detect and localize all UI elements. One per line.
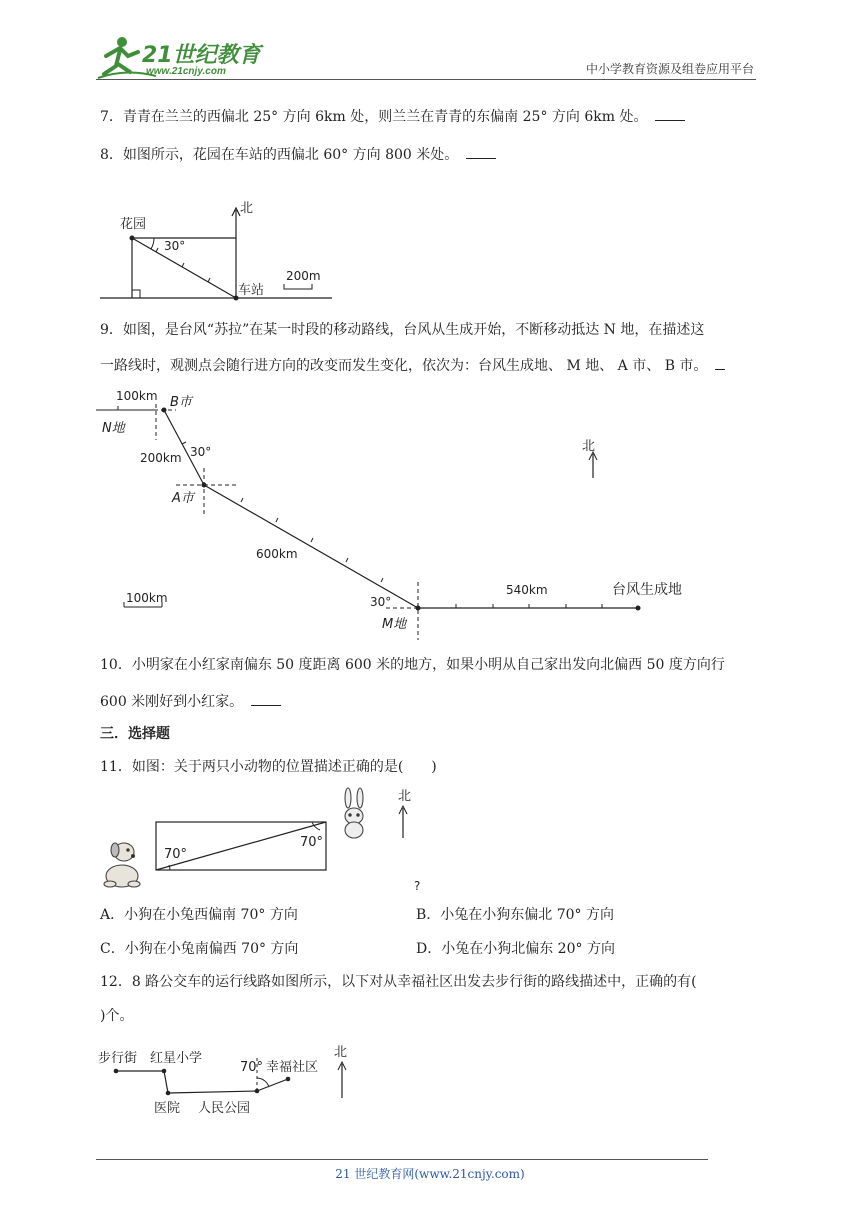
question-8-text: 8．如图所示，花园在车站的西偏北 60° 方向 800 米处。 xyxy=(100,147,459,163)
north-label: 北 xyxy=(398,789,412,804)
distance-540km-label: 540km xyxy=(506,583,548,597)
distance-600km-label: 600km xyxy=(256,547,298,561)
distance-200km-label: 200km xyxy=(140,451,182,465)
answer-blank[interactable] xyxy=(251,691,281,706)
distance-100km-label: 100km xyxy=(116,389,158,403)
park-label: 人民公园 xyxy=(198,1101,251,1116)
question-7-text: 7．青青在兰兰的西偏北 25° 方向 6km 处，则兰兰在青青的东偏南 25° 方向 6km 处。 xyxy=(100,109,648,125)
logo xyxy=(96,34,266,82)
rabbit-angle-label: 70° xyxy=(300,835,324,850)
school-label: 红星小学 xyxy=(150,1051,203,1066)
option-d[interactable]: D．小兔在小狗北偏东 20° 方向 xyxy=(416,941,615,957)
answer-blank[interactable] xyxy=(655,106,685,121)
question-9-line-2 xyxy=(100,355,725,376)
option-b[interactable]: B．小兔在小狗东偏北 70° 方向 xyxy=(416,907,615,923)
rabbit-icon xyxy=(345,788,363,838)
community-label: 幸福社区 xyxy=(266,1060,319,1075)
question-11: 11．如图：关于两只小动物的位置描述正确的是( ) xyxy=(100,759,437,775)
origin-label: 台风生成地 xyxy=(612,582,682,598)
answer-blank[interactable] xyxy=(466,144,496,159)
section-heading: 三．选择题 xyxy=(100,726,170,742)
figure-11 xyxy=(96,784,436,894)
figure-8 xyxy=(96,196,346,302)
question-mark: ? xyxy=(414,879,421,893)
option-c[interactable]: C．小狗在小兔南偏西 70° 方向 xyxy=(100,941,299,957)
question-8 xyxy=(100,144,496,165)
angle-label: 70° xyxy=(240,1060,264,1075)
north-label: 北 xyxy=(240,201,254,216)
m-place-label: M地 xyxy=(382,617,407,632)
question-9-line-1: 9．如图，是台风“苏拉”在某一时段的移动路线，台风从生成开始，不断移动抵达 N 地，在描述这 xyxy=(100,322,705,338)
logo-url: www.21cnjy.com xyxy=(146,66,226,77)
question-10-line-1: 10．小明家在小红家南偏东 50 度距离 600 米的地方，如果小明从自己家出发向北偏西 50 度方向行 xyxy=(100,657,725,673)
scale-label: 200m xyxy=(286,269,321,283)
dog-icon xyxy=(104,843,140,887)
n-place-label: N地 xyxy=(102,421,125,436)
figure-9 xyxy=(96,380,716,642)
north-label: 北 xyxy=(582,439,596,454)
logo-text: 21世纪教育 xyxy=(142,43,261,68)
dog-angle-label: 70° xyxy=(164,847,188,862)
north-label: 北 xyxy=(334,1045,348,1060)
angle-label: 30° xyxy=(164,239,186,253)
angle-m-label: 30° xyxy=(370,595,392,609)
figure-12 xyxy=(96,1036,366,1118)
question-12-line-1: 12．8 路公交车的运行线路如图所示，以下对从幸福社区出发去步行街的路线描述中，正确的有( xyxy=(100,974,697,990)
hospital-label: 医院 xyxy=(154,1101,181,1116)
question-12-line-2: )个。 xyxy=(100,1008,134,1024)
question-7 xyxy=(100,106,685,127)
footer-link[interactable]: 21 世纪教育网(www.21cnjy.com) xyxy=(335,1167,525,1181)
option-a[interactable]: A．小狗在小兔西偏南 70° 方向 xyxy=(100,907,298,923)
answer-blank[interactable] xyxy=(715,355,725,370)
question-9-line-2-text: 一路线时，观测点会随行进方向的改变而发生变化，依次为：台风生成地、 M 地、 A 市、 B 市。 xyxy=(100,358,708,374)
street-label: 步行街 xyxy=(98,1051,138,1066)
station-label: 车站 xyxy=(238,283,265,298)
a-city-label: A市 xyxy=(172,491,194,506)
scale-label: 100km xyxy=(126,591,168,605)
platform-name: 中小学教育资源及组卷应用平台 xyxy=(585,62,754,76)
header-divider xyxy=(96,79,756,80)
angle-a-label: 30° xyxy=(190,445,212,459)
garden-label: 花园 xyxy=(120,217,147,232)
question-10-line-2 xyxy=(100,691,281,712)
question-10-line-2-text: 600 米刚好到小红家。 xyxy=(100,694,244,710)
footer-divider xyxy=(96,1159,708,1160)
b-city-label: B市 xyxy=(170,395,192,410)
